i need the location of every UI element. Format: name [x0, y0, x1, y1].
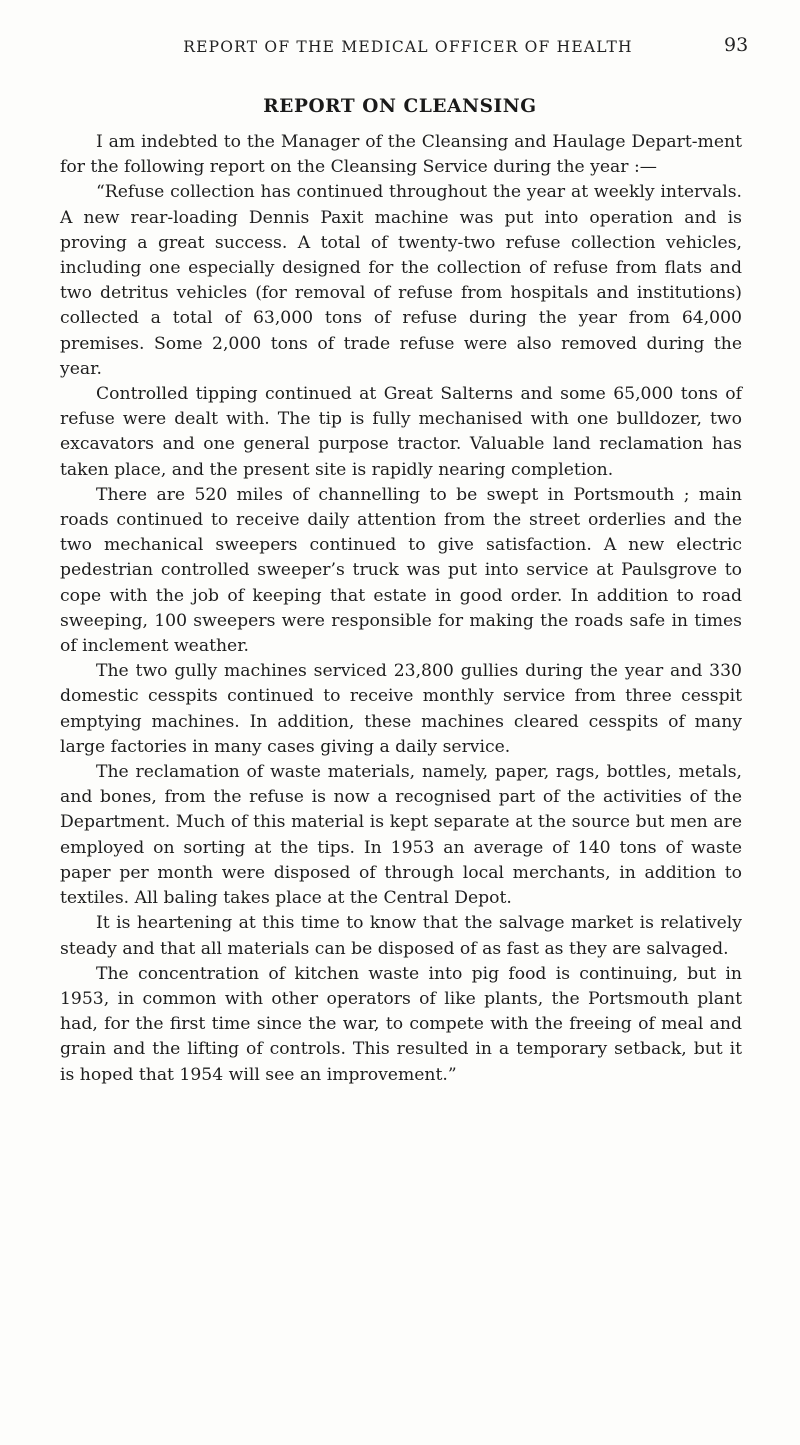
paragraph-waste-reclamation: The reclamation of waste materials, namely, paper, rags, bottles, metals, and bones, from the refuse is now a recognised part of the activities of the Department. Much of this material is kept separate at the source but men are employed on sorting at the tips. In 1953 an average of 140 tons of waste paper per month were disposed of through local merchants, in addition to textiles. All baling takes place at the Central Depot. [60, 762, 742, 909]
paragraph-refuse-collection: “Refuse collection has continued throughout the year at weekly intervals. A new rear-loading Dennis Paxit machine was put into operation and is proving a great success. A total of twenty-two refuse collection vehicles, including one especially designed for the collection of refuse from flats and two detritus vehicles (for removal of refuse from hospitals and institutions) collected a total of 63,000 tons of refuse during the year from 64,000 premises. Some 2,000 tons of trade refuse were also removed during the year. [60, 182, 742, 379]
paragraph-kitchen-waste: The concentration of kitchen waste into pig food is continuing, but in 1953, in common with other operators of like plants, the Portsmouth plant had, for the first time since the war, to compete with the freeing of meal and grain and the lifting of controls. This resulted in a temporary setback, but it is hoped that 1954 will see an improvement.” [60, 963, 742, 1085]
paragraph-gully-cesspits: The two gully machines serviced 23,800 gullies during the year and 330 domestic cesspits continued to receive monthly service from three cesspit emptying machines. In addition, these machines cleared cesspits of many large factories in many cases giving a daily service. [60, 661, 742, 757]
paragraph-controlled-tipping: Controlled tipping continued at Great Salterns and some 65,000 tons of refuse were dealt with. The tip is fully mechanised with one bulldozer, two excavators and one general purpose tractor. Valuable land reclamation has taken place, and the present site is rapidly nearing completion. [60, 384, 742, 480]
paragraph-street-sweeping: There are 520 miles of channelling to be swept in Portsmouth ; main roads continued to receive daily attention from the street orderlies and the two mechanical sweepers continued to give satisfaction. A new electric pedestrian controlled sweeper’s truck was put into service at Paulsgrove to cope with the job of keeping that estate in good order. In addition to road sweeping, 100 sweepers were responsible for making the roads safe in times of inclement weather. [60, 484, 742, 657]
running-head: REPORT OF THE MEDICAL OFFICER OF HEALTH [183, 38, 633, 56]
report-body [60, 130, 742, 1088]
section-title: REPORT ON CLEANSING [263, 96, 537, 117]
paragraph-salvage-market: It is heartening at this time to know that the salvage market is relatively steady and that all materials can be disposed of as fast as they are salvaged. [60, 913, 742, 959]
page-number: 93 [724, 34, 749, 56]
paragraph-intro: I am indebted to the Manager of the Cleansing and Haulage Depart-ment for the following report on the Cleansing Service during the year :— [60, 132, 742, 178]
